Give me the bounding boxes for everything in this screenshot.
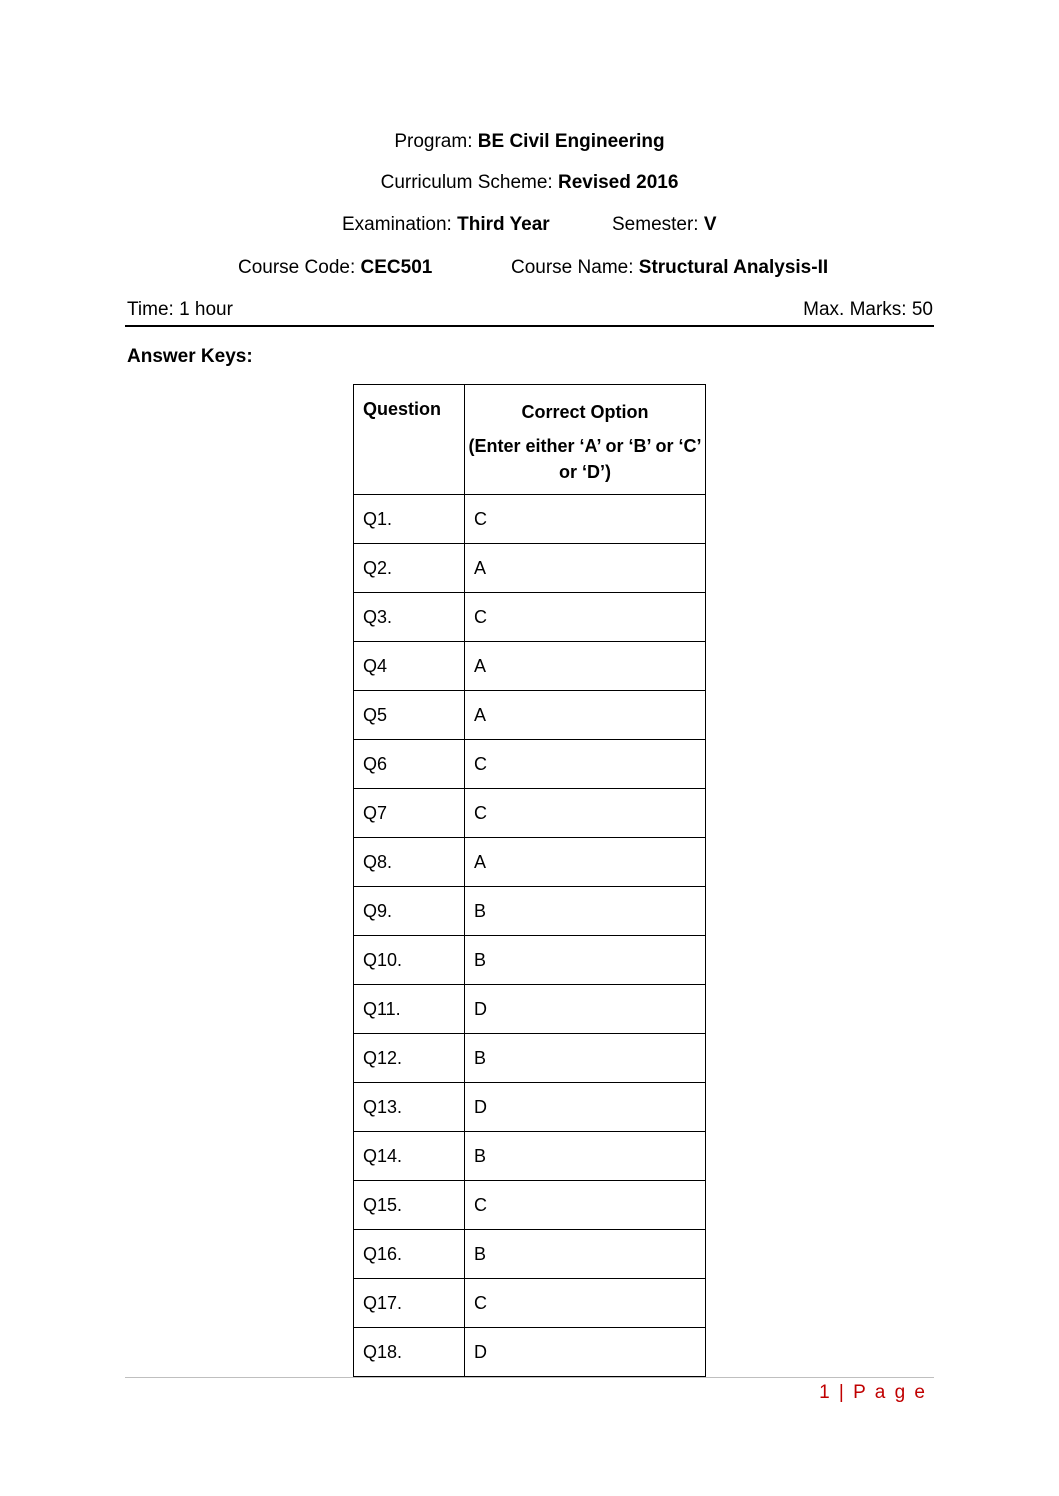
exam-line bbox=[342, 213, 550, 237]
question-cell: Q16. bbox=[354, 1230, 465, 1279]
table-row bbox=[354, 642, 706, 691]
time-text: Time: 1 hour bbox=[127, 299, 233, 320]
semester-line bbox=[612, 213, 717, 237]
question-cell: Q9. bbox=[354, 887, 465, 936]
question-cell: Q6 bbox=[354, 740, 465, 789]
table-row bbox=[354, 1328, 706, 1377]
question-cell: Q7 bbox=[354, 789, 465, 838]
scheme-label: Curriculum Scheme: bbox=[380, 172, 558, 193]
question-cell: Q2. bbox=[354, 544, 465, 593]
answer-cell: B bbox=[465, 1132, 706, 1181]
question-cell: Q12. bbox=[354, 1034, 465, 1083]
answer-cell: A bbox=[465, 838, 706, 887]
program-value: BE Civil Engineering bbox=[477, 131, 665, 152]
question-cell: Q17. bbox=[354, 1279, 465, 1328]
answer-keys-heading: Answer Keys: bbox=[127, 346, 253, 367]
option-column-title: Correct Option bbox=[521, 402, 649, 422]
header-divider bbox=[125, 325, 934, 327]
table-row bbox=[354, 985, 706, 1034]
answer-cell: C bbox=[465, 740, 706, 789]
course-name-label: Course Name: bbox=[511, 257, 639, 278]
question-cell: Q1. bbox=[354, 495, 465, 544]
semester-value: V bbox=[703, 214, 717, 235]
table-row bbox=[354, 936, 706, 985]
question-cell: Q18. bbox=[354, 1328, 465, 1377]
table-row bbox=[354, 1279, 706, 1328]
answer-cell: C bbox=[465, 495, 706, 544]
answer-cell: C bbox=[465, 1279, 706, 1328]
table-row bbox=[354, 544, 706, 593]
answer-cell: D bbox=[465, 1328, 706, 1377]
answer-cell: A bbox=[465, 642, 706, 691]
exam-label: Examination: bbox=[342, 214, 458, 235]
footer-divider bbox=[125, 1377, 934, 1378]
question-cell: Q3. bbox=[354, 593, 465, 642]
answer-key-table bbox=[353, 384, 706, 1377]
answer-cell: D bbox=[465, 1083, 706, 1132]
question-cell: Q11. bbox=[354, 985, 465, 1034]
exam-value: Third Year bbox=[457, 214, 550, 235]
table-row bbox=[354, 887, 706, 936]
answer-cell: A bbox=[465, 544, 706, 593]
table-row bbox=[354, 495, 706, 544]
course-name-line bbox=[511, 256, 828, 280]
answer-cell: B bbox=[465, 1034, 706, 1083]
question-cell: Q14. bbox=[354, 1132, 465, 1181]
table-header-row bbox=[354, 385, 706, 495]
question-column-header: Question bbox=[354, 385, 465, 495]
table-row bbox=[354, 593, 706, 642]
table-row bbox=[354, 1034, 706, 1083]
table-row bbox=[354, 1083, 706, 1132]
answer-cell: C bbox=[465, 789, 706, 838]
question-cell: Q10. bbox=[354, 936, 465, 985]
course-code-line bbox=[238, 256, 432, 280]
course-code-label: Course Code: bbox=[238, 257, 361, 278]
question-cell: Q15. bbox=[354, 1181, 465, 1230]
scheme-value: Revised 2016 bbox=[557, 172, 679, 193]
question-cell: Q5 bbox=[354, 691, 465, 740]
max-marks-text: Max. Marks: 50 bbox=[803, 299, 933, 320]
answer-cell: D bbox=[465, 985, 706, 1034]
course-name-value: Structural Analysis-II bbox=[638, 257, 829, 278]
question-cell: Q13. bbox=[354, 1083, 465, 1132]
answer-cell: A bbox=[465, 691, 706, 740]
course-code-value: CEC501 bbox=[360, 257, 433, 278]
table-row bbox=[354, 691, 706, 740]
program-line bbox=[0, 130, 1059, 154]
table-row bbox=[354, 1132, 706, 1181]
answer-cell: B bbox=[465, 936, 706, 985]
option-column-header bbox=[465, 385, 706, 495]
program-label: Program: bbox=[394, 131, 478, 152]
question-cell: Q8. bbox=[354, 838, 465, 887]
table-row bbox=[354, 838, 706, 887]
table-row bbox=[354, 789, 706, 838]
table-row bbox=[354, 1230, 706, 1279]
semester-label: Semester: bbox=[612, 214, 704, 235]
table-row bbox=[354, 1181, 706, 1230]
answer-cell: B bbox=[465, 1230, 706, 1279]
answer-cell: C bbox=[465, 593, 706, 642]
option-column-subtitle: (Enter either ‘A’ or ‘B’ or ‘C’ or ‘D’) bbox=[468, 436, 702, 482]
answer-cell: C bbox=[465, 1181, 706, 1230]
page-number: 1 | P a g e bbox=[819, 1382, 927, 1403]
scheme-line bbox=[0, 171, 1059, 195]
answer-cell: B bbox=[465, 887, 706, 936]
table-row bbox=[354, 740, 706, 789]
question-cell: Q4 bbox=[354, 642, 465, 691]
time-marks-row bbox=[127, 298, 933, 322]
